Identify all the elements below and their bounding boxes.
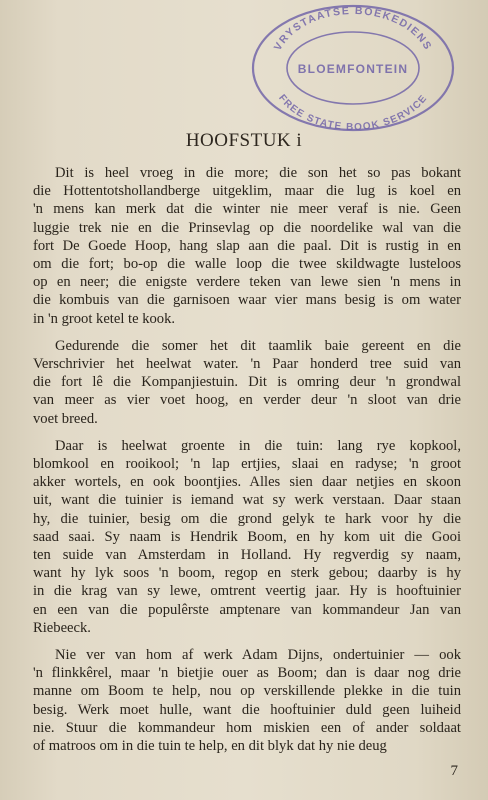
text-line: manne om Boom te help, nou op verskillende plekke in die tuin	[33, 683, 461, 700]
chapter-title: HOOFSTUK i	[185, 130, 303, 151]
paragraph	[33, 646, 461, 755]
text-line: Verschrivier het heelwat water. 'n Paar honderd tree suid van	[33, 356, 461, 373]
text-line: in die krag van sy lewe, omtrent veertig jaar. Hy is hooftuinier	[33, 583, 461, 600]
svg-text:FREE STATE BOOK SERVICE	[276, 93, 430, 133]
text-line: 'n mens kan merk dat die winter nie meer veraf is nie. Geen	[33, 201, 461, 218]
text-line: want hy lyk soos 'n boom, regop en sterk gebou; daarby is hy	[33, 565, 461, 582]
paragraph	[33, 437, 461, 637]
text-line: fort De Goede Hoop, hang slap aan die paal. Dit is rustig in en	[33, 237, 461, 254]
text-line: die kombuis van die garnisoen waar vier mans besig is om water	[33, 292, 461, 309]
text-line: Dit is heel vroeg in die more; die son het so pas bokant	[55, 165, 461, 181]
paragraph	[33, 337, 461, 428]
text-line: voet breed.	[33, 410, 98, 427]
text-line: of matroos om in die tuin te help, en dit blyk dat hy nie deug	[33, 738, 387, 755]
svg-text:VRYSTAATSE BOEKEDIENS	[272, 5, 434, 53]
text-line: en een van die populêrste amptenare van kommandeur Jan van	[33, 601, 461, 618]
text-line: besig. Werk moet hulle, want die hooftuinier duld geen luiheid	[33, 701, 461, 718]
text-line: 'n flinkkêrel, maar 'n bietjie ouer as Boom; dan is daar nog drie	[33, 665, 461, 682]
text-line: die Hottentotshollandberge uitgeklim, maar die lug is koel en	[33, 183, 461, 200]
text-line: die fort lê die Kompanjiestuin. Dit is omring deur 'n grondwal	[33, 374, 461, 391]
text-line: nie. Stuur die kommandeur hom miskien een of ander soldaat	[33, 719, 461, 736]
text-line: hy, die tuinier, besig om die grond gelyk te hark voor hy die	[33, 510, 461, 527]
library-stamp	[248, 2, 458, 134]
page-number: 7	[450, 763, 458, 779]
text-line: blomkool en rooikool; 'n lap ertjies, slaai en radyse; 'n groot	[33, 456, 461, 473]
text-line: ten suide van Amsterdam in Holland. Hy regverdig sy naam,	[33, 547, 461, 564]
chapter-body	[33, 164, 461, 764]
text-line: luggie trek nie en die Prinsevlag op die noordelike wal van die	[33, 219, 461, 236]
stamp-graphic	[248, 2, 458, 134]
paragraph	[33, 164, 461, 328]
text-line: van meer as vier voet hoog, en verder deur 'n sloot van drie	[33, 392, 461, 409]
text-line: om die fort; bo-op die walle loop die twee skildwagte lusteloos	[33, 256, 461, 273]
text-line: in 'n groot ketel te kook.	[33, 310, 176, 327]
text-line: Riebeeck.	[33, 619, 91, 636]
stamp-center-text: BLOEMFONTEIN	[297, 62, 409, 76]
text-line: akker wortels, en ook boontjies. Alles sien daar netjies en skoon	[33, 474, 461, 491]
text-line: Daar is heelwat groente in die tuin: lang rye kopkool,	[55, 437, 461, 454]
text-line: Nie ver van hom af werk Adam Dijns, ondertuinier — ook	[55, 647, 461, 664]
text-line: op en neer; die enigste verdere teken van lewe sien 'n mens in	[33, 274, 461, 291]
text-line: Gedurende die somer het dit taamlik baie gereent en die	[55, 337, 461, 354]
stamp-top-text: VRYSTAATSE BOEKEDIENS	[271, 4, 435, 53]
text-line: saad saai. Sy naam is Hendrik Boom, en hy kom uit die Gooi	[33, 528, 461, 545]
stamp-bottom-text: FREE STATE BOOK SERVICE	[276, 92, 430, 134]
text-line: uit, want die tuinier is iemand wat sy werk verstaan. Daar staan	[33, 492, 461, 509]
